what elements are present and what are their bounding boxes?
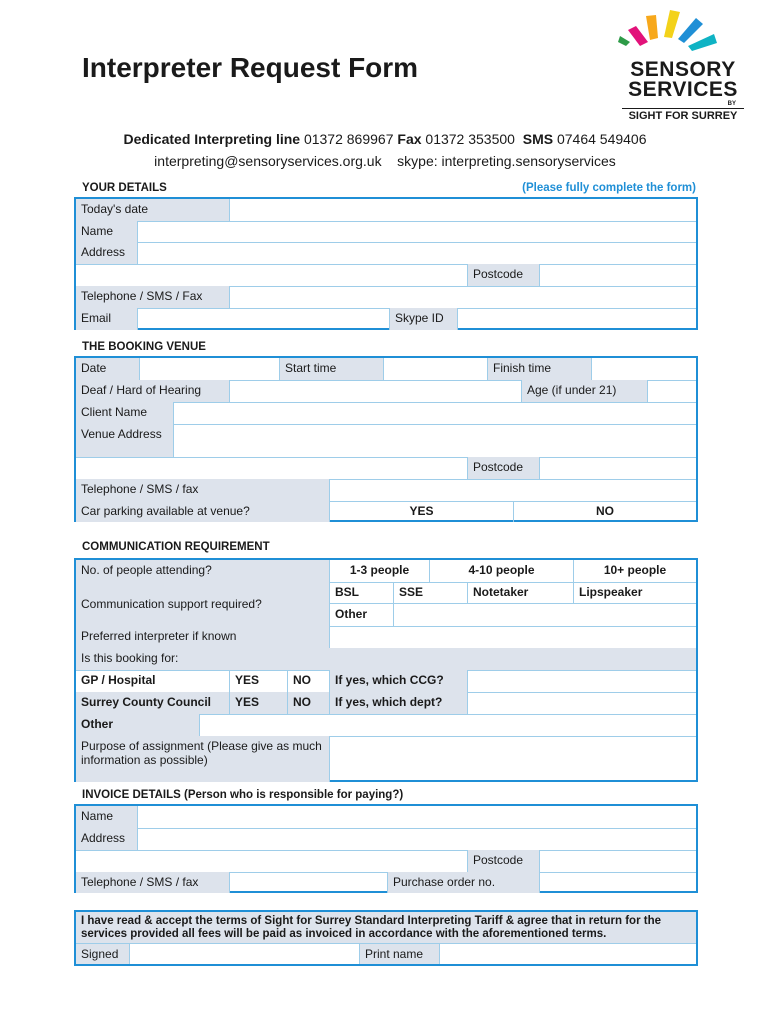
purpose-label: Purpose of assignment (Please give as much information as possible) [76, 736, 330, 782]
parking-no-option[interactable]: NO [596, 504, 614, 518]
logo-line-1: SENSORY [630, 58, 736, 81]
telephone-field[interactable] [230, 286, 696, 308]
invoice-postcode-field[interactable] [540, 850, 696, 872]
email-label: Email [76, 308, 138, 330]
skype-id-label: Skype ID [390, 308, 458, 330]
page-title: Interpreter Request Form [82, 52, 419, 83]
ccg-label: If yes, which CCG? [330, 670, 468, 692]
parking-row [76, 501, 696, 522]
other-support-option[interactable]: Other [330, 604, 394, 626]
finish-time-label: Finish time [488, 358, 592, 380]
todays-date-row [76, 199, 696, 222]
age-label: Age (if under 21) [522, 380, 648, 402]
invoice-telephone-field[interactable] [230, 872, 388, 893]
support-row [76, 582, 696, 627]
sms-number: 07464 549406 [556, 131, 647, 147]
dept-label: If yes, which dept? [330, 692, 468, 714]
invoice-address-row [76, 828, 696, 851]
invoice-heading: INVOICE DETAILS (Person who is responsible for paying?) [82, 789, 404, 801]
name-row [76, 221, 696, 243]
invoice-name-row [76, 806, 696, 829]
skype-id-field[interactable] [458, 308, 696, 330]
fax-label: Fax [397, 131, 422, 147]
gp-yes-option[interactable]: YES [230, 670, 288, 692]
support-label: Communication support required? [76, 582, 330, 626]
purpose-field[interactable] [330, 736, 696, 782]
people-1-3-option[interactable]: 1-3 people [330, 560, 430, 582]
communication-section [74, 558, 698, 782]
venue-telephone-label: Telephone / SMS / fax [76, 479, 330, 501]
contact-line-2 [0, 153, 770, 169]
preferred-label: Preferred interpreter if known [76, 626, 330, 648]
purpose-row [76, 736, 696, 782]
gp-no-option[interactable]: NO [288, 670, 330, 692]
ccg-field[interactable] [468, 670, 696, 692]
communication-heading: COMMUNICATION REQUIREMENT [82, 541, 270, 553]
postcode-label: Postcode [468, 264, 540, 286]
name-label: Name [76, 221, 138, 242]
client-name-field[interactable] [174, 402, 696, 424]
venue-postcode-label: Postcode [468, 457, 540, 479]
logo-by: BY [727, 101, 736, 107]
sensory-services-logo [618, 6, 748, 122]
todays-date-label: Today's date [76, 199, 230, 221]
other-booking-field[interactable] [200, 714, 696, 736]
invoice-address-label: Address [76, 828, 138, 850]
address-label: Address [76, 242, 138, 264]
postcode-field[interactable] [540, 264, 696, 286]
venue-postcode-field[interactable] [540, 457, 696, 479]
invoice-telephone-label: Telephone / SMS / fax [76, 872, 230, 893]
sse-option[interactable]: SSE [394, 582, 468, 604]
deaf-row [76, 380, 696, 403]
venue-date-row [76, 358, 696, 381]
deaf-label: Deaf / Hard of Hearing [76, 380, 230, 402]
sunburst-logo-icon [618, 6, 748, 62]
venue-address-label: Venue Address [76, 424, 174, 457]
invoice-postcode-label: Postcode [468, 850, 540, 872]
fax-number: 01372 353500 [425, 131, 515, 147]
parking-label: Car parking available at venue? [76, 501, 330, 522]
people-row [76, 560, 696, 583]
address-row [76, 242, 696, 265]
invoice-postcode-row [76, 850, 696, 873]
email-row [76, 308, 696, 330]
gp-row [76, 670, 696, 693]
interpreting-line-label: Dedicated Interpreting line [123, 131, 301, 147]
venue-date-field[interactable] [140, 358, 280, 380]
lipspeaker-option[interactable]: Lipspeaker [574, 582, 696, 604]
telephone-label: Telephone / SMS / Fax [76, 286, 230, 308]
people-4-10-option[interactable]: 4-10 people [430, 560, 574, 582]
scc-label: Surrey County Council [76, 692, 230, 714]
purchase-order-label: Purchase order no. [388, 872, 540, 893]
parking-yes-option[interactable]: YES [330, 501, 514, 522]
preferred-row [76, 626, 696, 649]
your-details-section [74, 197, 698, 330]
preferred-field[interactable] [330, 626, 696, 648]
signature-row [76, 944, 696, 964]
age-field[interactable] [648, 380, 696, 402]
invoice-address-field-line-2[interactable] [76, 850, 468, 872]
name-field[interactable] [138, 221, 696, 242]
contact-email[interactable]: interpreting@sensoryservices.org.uk [154, 153, 382, 169]
terms-text: I have read & accept the terms of Sight for Surrey Standard Interpreting Tariff & agree that in return for the services provided all fees will be paid as invoiced in accordance with the aforementioned terms. [76, 912, 696, 944]
venue-postcode-row [76, 457, 696, 480]
people-10plus-option[interactable]: 10+ people [603, 563, 667, 577]
invoice-name-field[interactable] [138, 806, 696, 828]
sms-label: SMS [522, 131, 554, 147]
venue-telephone-field[interactable] [330, 479, 696, 501]
finish-time-field[interactable] [592, 358, 696, 380]
gp-label: GP / Hospital [76, 670, 230, 692]
other-support-field[interactable] [394, 604, 696, 626]
print-name-field[interactable] [440, 944, 696, 964]
venue-date-label: Date [76, 358, 140, 380]
deaf-field[interactable] [230, 380, 522, 402]
invoice-telephone-row [76, 872, 696, 893]
telephone-row [76, 286, 696, 309]
venue-telephone-row [76, 479, 696, 502]
invoice-section [74, 804, 698, 893]
notetaker-option[interactable]: Notetaker [468, 582, 574, 604]
your-details-heading: YOUR DETAILS [82, 182, 167, 194]
booking-venue-section [74, 356, 698, 522]
print-name-label: Print name [360, 944, 440, 964]
address-field[interactable] [138, 242, 696, 264]
complete-form-note: (Please fully complete the form) [522, 182, 696, 194]
venue-address-row [76, 424, 696, 458]
email-field[interactable] [138, 308, 390, 330]
scc-no-option[interactable]: NO [288, 692, 330, 714]
contact-line-1 [0, 131, 770, 147]
start-time-field[interactable] [384, 358, 488, 380]
booking-for-label: Is this booking for: [76, 648, 696, 670]
start-time-label: Start time [280, 358, 384, 380]
terms-section [74, 910, 698, 966]
bsl-option[interactable]: BSL [330, 582, 394, 604]
purchase-order-field[interactable] [540, 872, 696, 893]
venue-address-field[interactable] [174, 424, 696, 457]
interpreting-line-number: 01372 869967 [303, 131, 394, 147]
signed-field[interactable] [130, 944, 360, 964]
todays-date-field[interactable] [230, 199, 696, 221]
client-name-label: Client Name [76, 402, 174, 424]
contact-skype: skype: interpreting.sensoryservices [397, 153, 616, 169]
people-label: No. of people attending? [76, 560, 330, 582]
client-name-row [76, 402, 696, 425]
postcode-row [76, 264, 696, 287]
logo-sub: SIGHT FOR SURREY [622, 108, 744, 122]
booking-for-row [76, 648, 696, 671]
dept-field[interactable] [468, 692, 696, 714]
venue-address-field-line-2[interactable] [76, 457, 468, 479]
address-field-line-2[interactable] [76, 264, 468, 286]
other-booking-label: Other [76, 714, 200, 736]
booking-venue-heading: THE BOOKING VENUE [82, 341, 206, 353]
invoice-address-field[interactable] [138, 828, 696, 850]
scc-yes-option[interactable]: YES [230, 692, 288, 714]
other-booking-row [76, 714, 696, 737]
scc-row [76, 692, 696, 715]
logo-line-2: SERVICES [628, 78, 738, 101]
invoice-name-label: Name [76, 806, 138, 828]
signed-label: Signed [76, 944, 130, 964]
